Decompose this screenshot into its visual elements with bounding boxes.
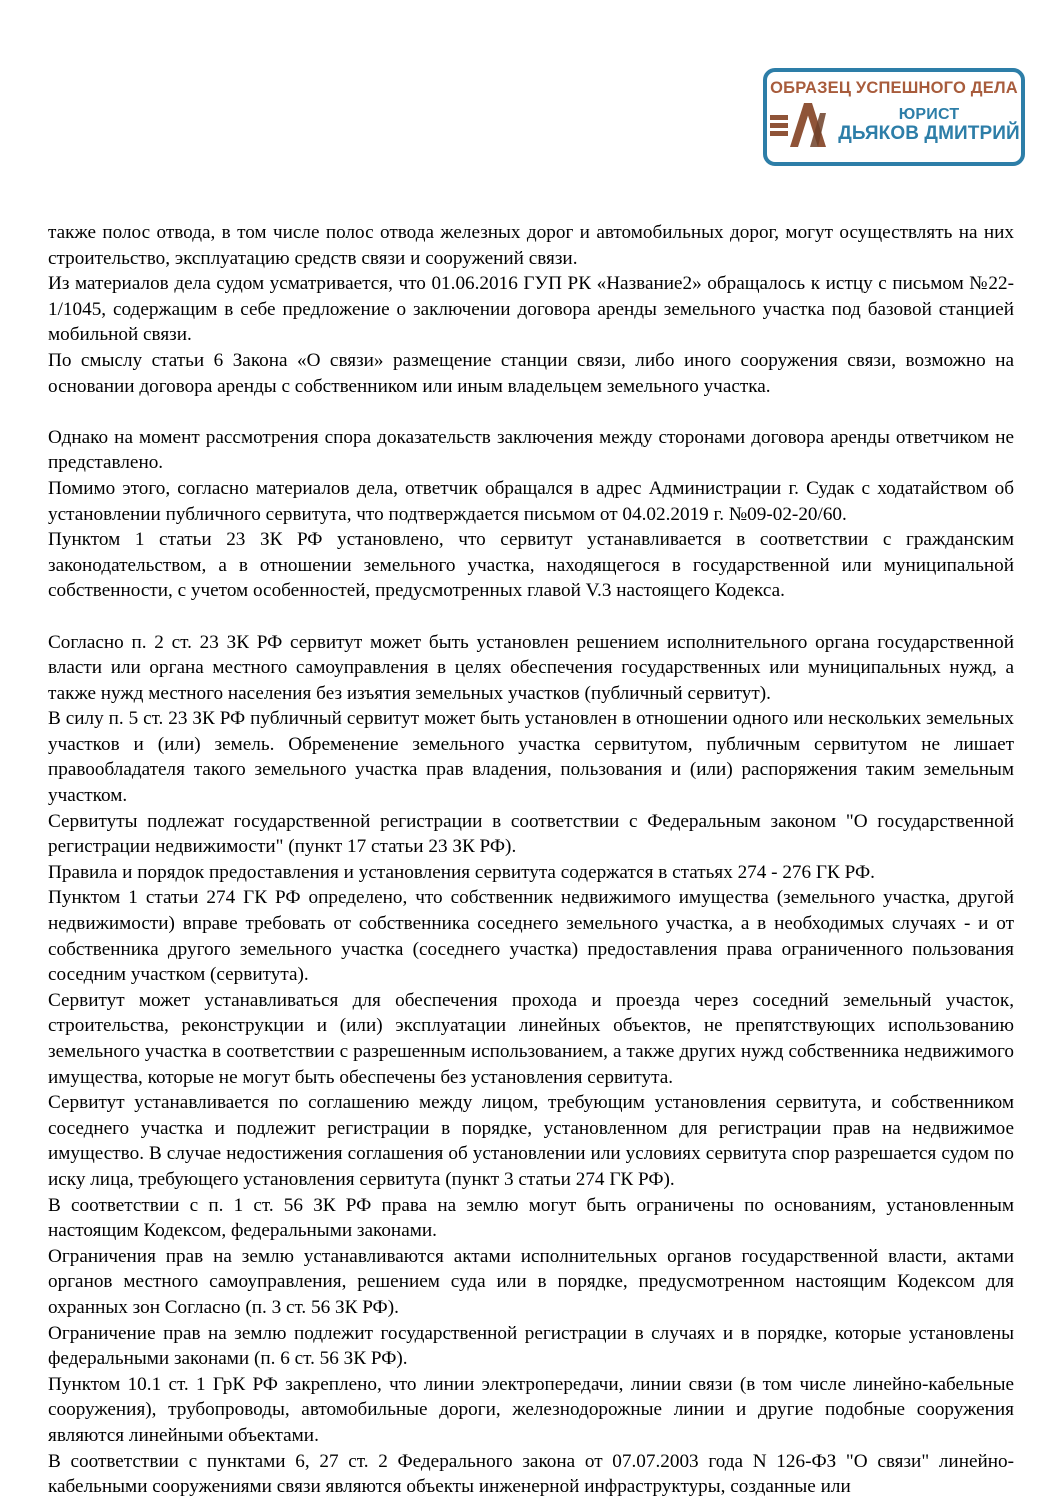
paragraph: Ограничение прав на землю подлежит государственной регистрации в случаях и в порядке, которые установлены федеральными законами (п. 6 ст. 56 ЗК РФ). — [48, 1322, 1014, 1370]
paragraph: Согласно п. 2 ст. 23 ЗК РФ сервитут может быть установлен решением исполнительного органа государственной власти или органа местного самоуправления в целях обеспечения государственных или муниципальных нужд, а также нужд местного населения без изъятия земельных участков (публичный сервитут). — [48, 631, 1014, 704]
paragraph: В соответствии с пунктами 6, 27 ст. 2 Федерального закона от 07.07.2003 года N 126-ФЗ "О связи" линейно-кабельными сооружениями связи являются объекты инженерной инфраструктуры, созданные или — [48, 1450, 1014, 1498]
stamp-title: ОБРАЗЕЦ УСПЕШНОГО ДЕЛА — [770, 79, 1018, 97]
paragraph: Сервитут может устанавливаться для обеспечения прохода и проезда через соседний земельный участок, строительства, реконструкции и (или) эксплуатации линейных объектов, не препятствующих использованию земельного участка в соответствии с разрешенным использованием, а также других нужд собственника недвижимого имущества, которые не могут быть обеспечены без установления сервитута. — [48, 989, 1014, 1088]
paragraph: Пунктом 10.1 ст. 1 ГрК РФ закреплено, что линии электропередачи, линии связи (в том числе линейно-кабельные сооружения), трубопроводы, автомобильные дороги, железнодорожные линии и другие подобные сооружения являются линейными объектами. — [48, 1373, 1014, 1446]
paragraph: Сервитут устанавливается по соглашению между лицом, требующим установления сервитута, и собственником соседнего участка и подлежит регистрации в порядке, установленном для регистрации прав на недвижимое имущество. В случае недостижения соглашения об установлении или условиях сервитута спор разрешается судом по иску лица, требующего установления сервитута (пункт 3 статьи 274 ГК РФ). — [48, 1092, 1014, 1190]
paragraph-spacer — [48, 399, 1014, 425]
stamp-person-name: ДЬЯКОВ ДМИТРИЙ — [838, 123, 1020, 145]
document-body-text — [48, 220, 1014, 1500]
paragraph: Ограничения прав на землю устанавливаются актами исполнительных органов государственной власти, актами органов местного самоуправления, решением суда или в порядке, предусмотренном настоящим Кодексом для охранных зон Согласно (п. 3 ст. 56 ЗК РФ). — [48, 1245, 1014, 1318]
success-case-stamp — [763, 68, 1025, 166]
paragraph: Правила и порядок предоставления и установления сервитута содержатся в статьях 274 - 276 ГК РФ. — [48, 861, 875, 883]
paragraph: В силу п. 5 ст. 23 ЗК РФ публичный сервитут может быть установлен в отношении одного или нескольких земельных участков и (или) земель. Обременение земельного участка сервитутом, публичным сервитутом не лишает правообладателя такого земельного участка прав владения, пользования и (или) распоряжения таким земельным участком. — [48, 708, 1014, 807]
stamp-names — [838, 106, 1020, 145]
paragraph: Помимо этого, согласно материалов дела, ответчик обращался в адрес Администрации г. Судак с ходатайством об установлении публичного сервитута, что подтверждается письмом от 04.02.2019 г. №09-02-20/60. — [48, 477, 1014, 525]
paragraph: Однако на момент рассмотрения спора доказательств заключения между сторонами договора аренды ответчиком не представлено. — [48, 426, 1014, 474]
paragraph-spacer — [48, 604, 1014, 630]
paragraph: Пунктом 1 статьи 23 ЗК РФ установлено, что сервитут устанавливается в соответствии с гражданским законодательством, а в отношении земельного участка, находящегося в государственной или муниципальной собственности, с учетом особенностей, предусмотренных главой V.3 настоящего Кодекса. — [48, 529, 1014, 602]
stylized-k-monogram-icon — [770, 101, 834, 149]
paragraph: По смыслу статьи 6 Закона «О связи» размещение станции связи, либо иного сооружения связи, возможно на основании договора аренды с собственником или иным владельцем земельного участка. — [48, 349, 1014, 397]
paragraph: Пунктом 1 статьи 274 ГК РФ определено, что собственник недвижимого имущества (земельного участка, другой недвижимости) вправе требовать от собственника соседнего земельного участка, а в необходимых случаях - и от собственника другого земельного участка (соседнего участка) предоставления права ограниченного пользования соседним участком (сервитута). — [48, 887, 1014, 986]
paragraph: Из материалов дела судом усматривается, что 01.06.2016 ГУП РК «Название2» обращалось к истцу с письмом №22-1/1045, содержащим в себе предложение о заключении договора аренды земельного участка под базовой станцией мобильной связи. — [48, 273, 1014, 346]
stamp-role-label: ЮРИСТ — [898, 105, 960, 123]
paragraph: Сервитуты подлежат государственной регистрации в соответствии с Федеральным законом "О государственной регистрации недвижимости" (пункт 17 статьи 23 ЗК РФ). — [48, 810, 1014, 858]
stamp-body — [767, 101, 1021, 149]
paragraph: также полос отвода, в том числе полос отвода железных дорог и автомобильных дорог, могут осуществлять на них строительство, эксплуатацию средств связи и сооружений связи. — [48, 222, 1014, 269]
paragraph: В соответствии с п. 1 ст. 56 ЗК РФ права на землю могут быть ограничены по основаниям, установленным настоящим Кодексом, федеральными законами. — [48, 1194, 1014, 1242]
